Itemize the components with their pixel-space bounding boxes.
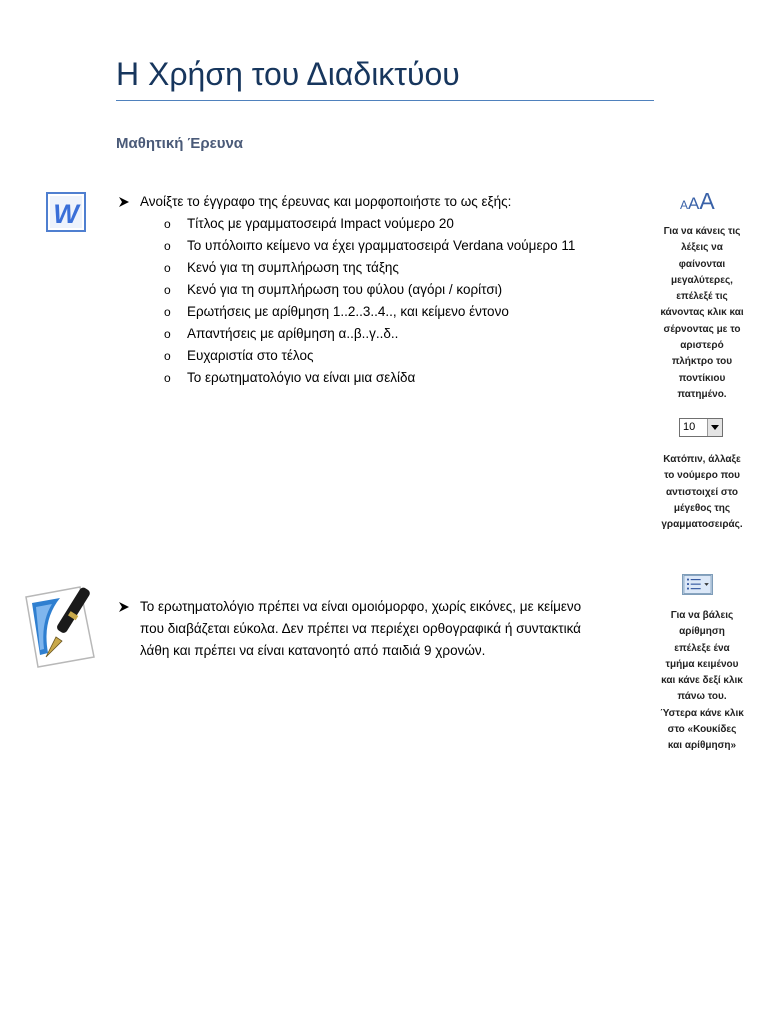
list-item: o Ευχαριστία στο τέλος: [164, 348, 314, 363]
format-requirements-list: [164, 213, 575, 389]
section2-text: [140, 596, 581, 662]
list-item: o Κενό για τη συμπλήρωση του φύλου (αγόρι / κορίτσι): [164, 282, 503, 297]
arrow-bullet-icon: [118, 601, 130, 613]
list-item: o Το ερωτηματολόγιο να είναι μια σελίδα: [164, 370, 416, 385]
pen-icon: [22, 583, 100, 671]
numbering-tip: Για να βάλεις αρίθμηση επέλεξε ένα τμήμα κειμένου και κάνε δεξί κλικ πάνω του. Ύστερα κάνε κλικ στο «Κουκίδες και αρίθμηση»: [660, 610, 744, 752]
change-size-tip: Κατόπιν, άλλαξε το νούμερο που αντιστοιχεί στο μέγεθος της γραμματοσειράς.: [661, 454, 743, 531]
title-divider: [116, 100, 654, 101]
section1-intro: Ανοίξτε το έγγραφο της έρευνας και μορφοποιήστε το ως εξής:: [140, 194, 512, 209]
page-title: Η Χρήση του Διαδικτύου: [116, 56, 460, 92]
page-subtitle: Μαθητική Έρευνα: [116, 135, 244, 152]
list-item: o Ερωτήσεις με αρίθμηση 1..2..3..4.., και κείμενο έντονο: [164, 304, 509, 319]
paragraph-line: που διαβάζεται εύκολα. Δεν πρέπει να περιέχει ορθογραφικά ή συντακτικά: [140, 621, 581, 636]
paragraph-line: Το ερωτηματολόγιο πρέπει να είναι ομοιόμορφο, χωρίς εικόνες, με κείμενο: [140, 599, 582, 614]
font-size-dropdown[interactable]: [679, 418, 723, 437]
paragraph-line: λάθη και πρέπει να είναι κατανοητό από παιδιά 9 χρονών.: [140, 643, 486, 658]
chevron-down-icon[interactable]: [707, 419, 722, 436]
word-icon: [46, 192, 86, 232]
font-size-value: 10: [683, 421, 696, 433]
font-size-tip: Για να κάνεις τις λέξεις να φαίνονται μεγαλύτερες, επέλεξέ τις κάνοντας κλικ και σέρνοντας με το αριστερό πλήκτρο του ποντίκιου πατημένο.: [660, 226, 744, 400]
list-item: o Το υπόλοιπο κείμενο να έχει γραμματοσειρά Verdana νούμερο 11: [164, 238, 576, 253]
list-item: o Τίτλος με γραμματοσειρά Impact νούμερο 20: [164, 216, 454, 231]
arrow-bullet-icon: [118, 196, 130, 208]
list-item: o Κενό για τη συμπλήρωση της τάξης: [164, 260, 399, 275]
list-item: o Απαντήσεις με αρίθμηση α..β..γ..δ..: [164, 326, 399, 341]
svg-text:W: W: [53, 199, 79, 229]
grow-font-icon: AAA: [680, 188, 715, 214]
bullets-numbering-icon[interactable]: [682, 574, 713, 595]
